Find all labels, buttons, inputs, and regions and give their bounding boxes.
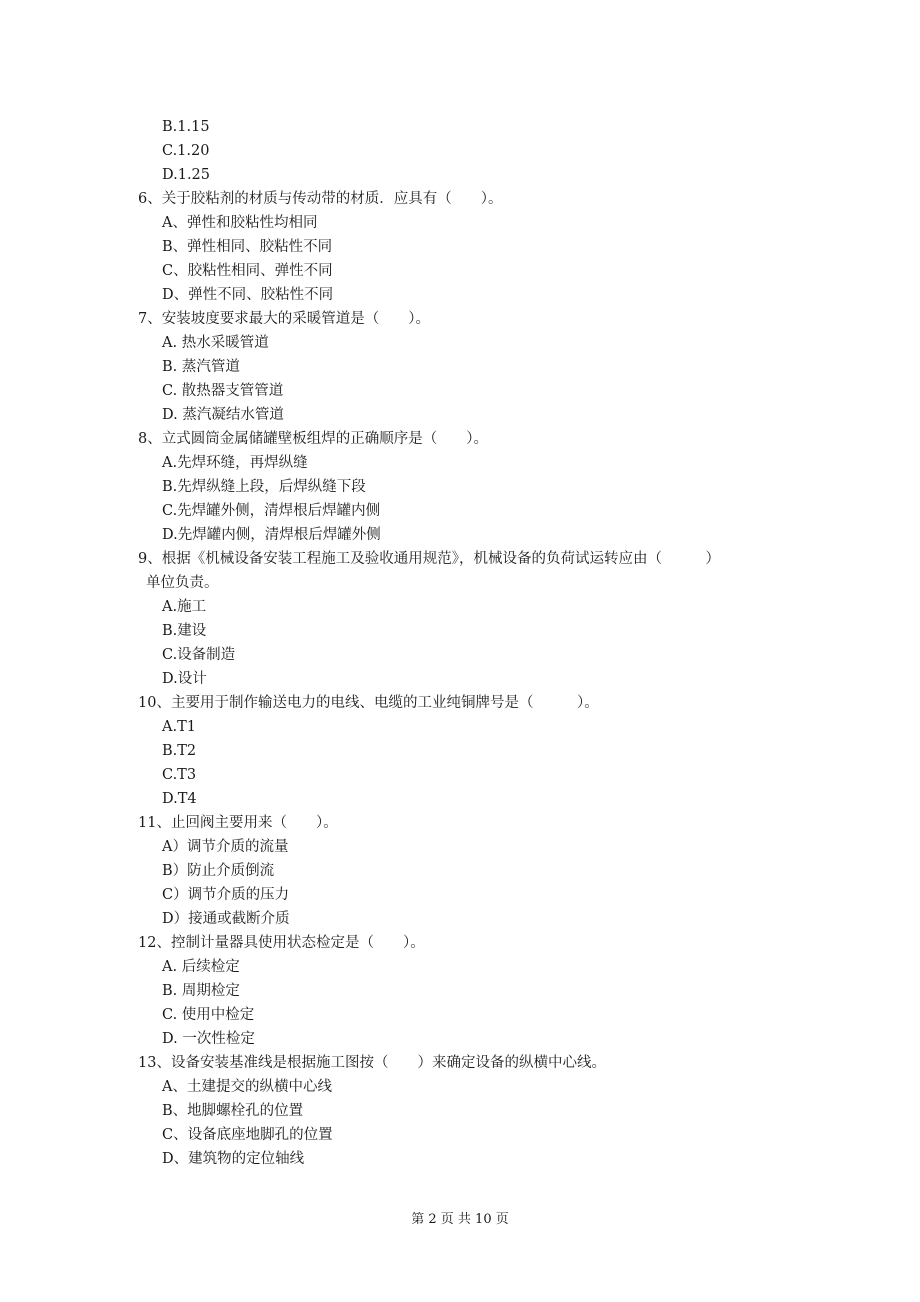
question-stem: 12、控制计量器具使用状态检定是（ ）。 (138, 935, 425, 951)
answer-option: C.设备制造 (162, 647, 236, 663)
question-stem: 10、主要用于制作输送电力的电线、电缆的工业纯铜牌号是（ ）。 (138, 695, 599, 711)
answer-option: C、胶粘性相同、弹性不同 (162, 263, 333, 279)
question-stem: 7、安装坡度要求最大的采暖管道是（ ）。 (138, 311, 430, 327)
answer-option: C. 散热器支管管道 (162, 383, 284, 399)
answer-option: C. 使用中检定 (162, 1007, 255, 1023)
answer-option: B.1.15 (162, 119, 210, 135)
answer-option: B、弹性相同、胶粘性不同 (162, 239, 333, 255)
answer-option: B. 蒸汽管道 (162, 359, 240, 375)
answer-option: B.先焊纵缝上段，后焊纵缝下段 (162, 479, 366, 495)
question-stem-continuation: 单位负责。 (146, 575, 219, 591)
answer-option: B、地脚螺栓孔的位置 (162, 1103, 304, 1119)
answer-option: D、建筑物的定位轴线 (162, 1151, 305, 1167)
answer-option: D、弹性不同、胶粘性不同 (162, 287, 334, 303)
answer-option: B. 周期检定 (162, 983, 240, 999)
answer-option: D. 一次性检定 (162, 1031, 255, 1047)
answer-option: A. 后续检定 (162, 959, 240, 975)
answer-option: C.1.20 (162, 143, 210, 159)
question-stem: 6、关于胶粘剂的材质与传动带的材质．应具有（ ）。 (138, 191, 503, 207)
answer-option: D.T4 (162, 791, 197, 807)
answer-option: A）调节介质的流量 (162, 839, 289, 855)
page-footer: 第 2 页 共 10 页 (411, 1212, 509, 1227)
answer-option: B）防止介质倒流 (162, 863, 275, 879)
answer-option: D.先焊罐内侧，清焊根后焊罐外侧 (162, 527, 381, 543)
answer-option: A.先焊环缝，再焊纵缝 (162, 455, 308, 471)
answer-option: C）调节介质的压力 (162, 887, 290, 903)
answer-option: A、土建提交的纵横中心线 (162, 1079, 332, 1095)
answer-option: D. 蒸汽凝结水管道 (162, 407, 284, 423)
answer-option: C.T3 (162, 767, 197, 783)
answer-option: D.1.25 (162, 167, 211, 183)
question-stem: 8、立式圆筒金属储罐壁板组焊的正确顺序是（ ）。 (138, 431, 488, 447)
question-stem: 13、设备安装基准线是根据施工图按（ ）来确定设备的纵横中心线。 (138, 1055, 606, 1071)
answer-option: B.T2 (162, 743, 197, 759)
answer-option: A.施工 (162, 599, 207, 615)
answer-option: D）接通或截断介质 (162, 911, 290, 927)
answer-option: C.先焊罐外侧，清焊根后焊罐内侧 (162, 503, 381, 519)
answer-option: A、弹性和胶粘性均相同 (162, 215, 318, 231)
question-stem: 9、根据《机械设备安装工程施工及验收通用规范》，机械设备的负荷试运转应由（ ） (138, 551, 720, 567)
answer-option: A.T1 (162, 719, 196, 735)
answer-option: D.设计 (162, 671, 207, 687)
answer-option: C、设备底座地脚孔的位置 (162, 1127, 333, 1143)
answer-option: B.建设 (162, 623, 207, 639)
question-stem: 11、止回阀主要用来（ ）。 (138, 815, 338, 831)
answer-option: A. 热水采暖管道 (162, 335, 269, 351)
